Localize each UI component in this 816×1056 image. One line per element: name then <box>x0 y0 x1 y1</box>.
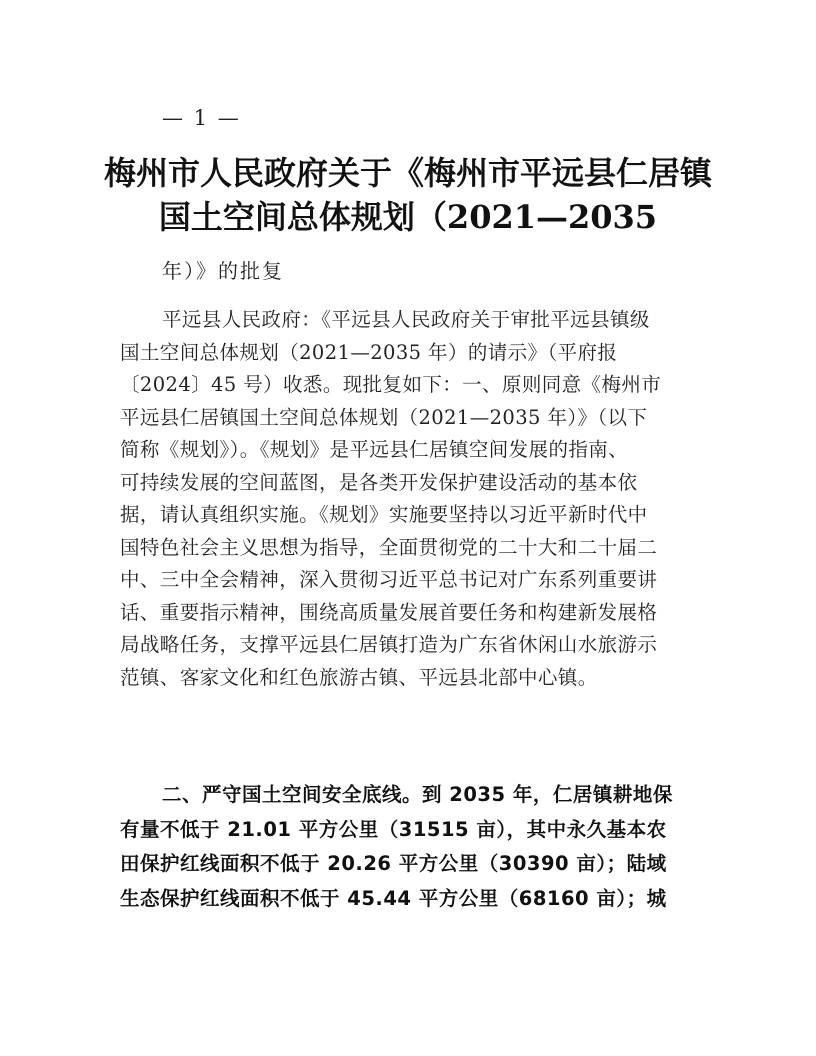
paragraph-1 <box>120 304 698 694</box>
paragraph-line: 局战略任务，支撑平远县仁居镇打造为广东省休闲山水旅游示 <box>120 633 658 656</box>
paragraph-line: 生态保护红线面积不低于 45.44 平方公里（68160 亩）；城 <box>120 886 667 910</box>
paragraph-line: 国特色社会主义思想为指导，全面贯彻党的二十大和二十届二 <box>120 535 658 559</box>
document-title-continuation: 年）》的批复 <box>162 259 284 283</box>
paragraph-line: 简称《规划》）。《规划》是平远县仁居镇空间发展的指南、 <box>120 438 629 461</box>
paragraph-line: 国土空间总体规划（2021—2035 年）的请示》（平府报 <box>120 340 618 364</box>
document-title-line-2: 国土空间总体规划（2021—2035 <box>158 198 658 236</box>
paragraph-line: 有量不低于 21.01 平方公里（31515 亩），其中永久基本农 <box>120 817 667 841</box>
page-number: — 1 — <box>162 106 241 130</box>
paragraph-line: 二、严守国土空间安全底线。到 2035 年，仁居镇耕地保 <box>162 783 673 806</box>
paragraph-line: 平远县人民政府：《平远县人民政府关于审批平远县镇级 <box>162 308 650 331</box>
paragraph-line: 据，请认真组织实施。《规划》实施要坚持以习近平新时代中 <box>120 503 648 526</box>
paragraph-line: 〔2024〕45 号）收悉。现批复如下：一、原则同意《梅州市 <box>120 373 662 396</box>
paragraph-line: 话、重要指示精神，围绕高质量发展首要任务和构建新发展格 <box>120 600 658 624</box>
paragraph-line: 中、三中全会精神，深入贯彻习近平总书记对广东系列重要讲 <box>120 568 658 591</box>
paragraph-line: 田保护红线面积不低于 20.26 平方公里（30390 亩）；陆域 <box>120 852 667 875</box>
paragraph-line: 平远县仁居镇国土空间总体规划（2021—2035 年）》（以下 <box>120 405 648 429</box>
paragraph-line: 范镇、客家文化和红色旅游古镇、平远县北部中心镇。 <box>120 665 598 689</box>
paragraph-line: 可持续发展的空间蓝图，是各类开发保护建设活动的基本依 <box>120 470 638 494</box>
document-title-line-1: 梅州市人民政府关于《梅州市平远县仁居镇 <box>103 154 712 192</box>
paragraph-2 <box>120 778 698 916</box>
